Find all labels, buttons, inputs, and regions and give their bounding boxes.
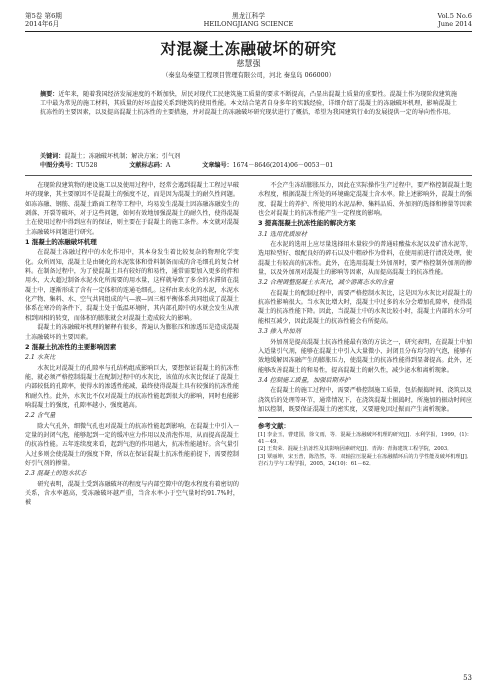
subsection-heading: 2.1 水灰比 bbox=[25, 354, 56, 362]
author-affiliation: （秦皇岛秦望工程项目管理有限公司，河北 秦皇岛 066000） bbox=[162, 72, 335, 79]
header-volume-en bbox=[437, 12, 472, 28]
section-heading: 1 混凝土的冻融破坏机理 bbox=[25, 238, 97, 247]
abstract-text: 近年来，随着我国经济发展速度的不断加快，居民对现代工民建筑施工质量的要求不断提高，凸显出混凝土质量的重要性。混凝土作为现阶段建筑施工中最为常见的施工材料，其质量的好坏直接关系到建筑的使用性能。本文结合笔者自身多年的实践经验，详细介绍了混凝土的冻融破坏机理，影响混凝土抗冻性的主要因素，以及提高混凝土抗冻性的主要措施，并对混凝土的冻融破坏研究现状进行了概括，希望为我国建筑行业的发展提供一定的导向性作用。 bbox=[40, 91, 458, 117]
body-paragraph: 外加剂是提高混凝土抗冻性能最有效的方法之一，研究表明，在混凝土中加入适量引气剂，能够在混凝土中引入大量微小、封闭且分布均匀的气泡，能够有效地缓解因冻融产生的膨胀压力，使混凝土的抗冻性能得到显著提高。此外，还能够改善混凝土的和易性，提高混凝土的耐久性，减少泌水和离析现象。 bbox=[258, 338, 472, 374]
body-paragraph: 混凝土的冻融破坏机理的解释有很多，普遍认为膨胀压和渗透压是造成混凝土冻融破坏的主要因素。 bbox=[25, 324, 239, 341]
left-column bbox=[25, 181, 239, 508]
classification-line bbox=[40, 161, 457, 170]
article-number-label: 文章编号： bbox=[202, 162, 233, 169]
body-paragraph: 在混凝土的施工过程中，需要严格控制施工质量，包括振捣时间、浇筑以及浇筑后的处理等环节，通常情况下，在浇筑混凝土振捣时，所施加的振动时间应加以控制，既要保证混凝土的密实度，又要避免因过振而产生离析现象。 bbox=[258, 387, 472, 413]
body-paragraph: 水灰比对混凝土的孔隙率与孔结构组成影响巨大，要想保证混凝土的抗冻性能，就必须严格控制混凝土在配制过程中的水灰比，该值的水灰比保证了混凝土内部较低的孔隙率，使得水的渗透性能减，最终使得混凝土具有较强的抗冻性能和耐久性。此外，水灰比不仅对混凝土的抗冻性能起到很大的影响，同时也能影响混凝土的强度，孔隙率越小，强度越高。 bbox=[25, 364, 239, 409]
body-paragraph: 在水泥的选用上应尽量选择用水量较少的普通硅酸盐水泥以及矿渣水泥等，选用粒型好、级配良好的碎石以及中粗砂作为骨料，在使用前进行清洗处理，使混凝土有较高的抗冻性。此外，在选用混凝土外加剂时，要严格控制外加剂的掺量，以及外加剂对混凝土的影响等因素，从而提高混凝土的抗冻性能。 bbox=[258, 241, 472, 277]
subsection-heading: 3.1 选用优质原材 bbox=[258, 230, 307, 238]
cls-value: TU528 bbox=[76, 162, 98, 169]
abstract bbox=[40, 90, 457, 117]
header-journal-cn: 黑龙江科学 bbox=[232, 12, 265, 20]
body-paragraph: 除大气孔外，细微气孔也对混凝土的抗冻性能起到影响，在混凝土中引入一定量的封闭气泡，能够起到一定的缓冲应力作用以及消泡作用，从而提高混凝土的抗冻性能。五年连续度来看，起到气泡的作用越大，抗冻性能越好。含气量引入过多则会使混凝土的强度下降，所以在保证混凝土抗冻性能前提下，需要控制好引气剂的掺量。 bbox=[25, 422, 239, 467]
subsection-heading: 3.4 控制施工质量，加强后期养护 bbox=[258, 376, 351, 384]
body-paragraph: 在现阶段建筑物的建设施工以及使用过程中，经常会遇到混凝土工程过早破坏的现象，其主要原因不是混凝土的强度不足，而是因为混凝土的耐久性问题。如冻冻融、钢筋、混凝土路面工程等工程中，均易发生混凝土因冻融冻融发生的剥落、开裂等破坏，对于这些问题，如何有效地加强混凝土的耐久性，使得混凝土在使用过程中得到应有的保证，则主要在于混凝土的施工条件。本文就对混凝土冻融破坏问题进行研究。 bbox=[25, 182, 239, 236]
article-title: 对混凝土冻融破坏的研究 bbox=[160, 40, 337, 58]
header-volume: 第5卷 第6期 bbox=[25, 12, 62, 20]
cls-label: 中图分类号： bbox=[40, 162, 77, 169]
article-number-value: 1674－8646(2014)06－0053－01 bbox=[232, 162, 334, 169]
header-date-en: June 2014 bbox=[438, 20, 472, 28]
subsection-heading: 2.2 含气量 bbox=[25, 412, 56, 420]
author-name: 慈慧强 bbox=[236, 59, 261, 68]
keywords-text: 混凝土；冻融破坏机制；解决方案；引气剂 bbox=[64, 153, 181, 160]
abstract-label: 摘要： bbox=[40, 91, 59, 98]
body-paragraph: 在混凝土的配制过程中，需要严格控制水灰比，这是因为水灰比对混凝土的抗冻性影响很大。当水灰比增大时，混凝土中过多的水分会增加孔隙率，使得混凝土的抗冻性能下降。因此，当混凝土中的水灰比较小时，混凝土内部的水分可能相互减少，因此混凝土的抗冻性能会有所提高。 bbox=[258, 289, 472, 325]
subsection-heading: 3.2 合理调整混凝土水灰比，减少游离态水的含量 bbox=[258, 279, 394, 287]
header-vol-en: Vol.5 No.6 bbox=[437, 12, 472, 20]
header-rule bbox=[25, 31, 472, 32]
body-paragraph: 研究表明，混凝土受到冻融破坏的程度与内部空隙中的饱水程度有着密切的关系，含水率越高，受冻融破坏越严重，当含水率小于空气量时约91.7%时，被 bbox=[25, 480, 239, 507]
keywords-label: 关键词： bbox=[40, 153, 65, 160]
page-number: 53 bbox=[463, 674, 472, 682]
header-journal-en: HEILONGJIANG SCIENCE bbox=[203, 20, 294, 28]
doc-code-value: A bbox=[165, 162, 171, 169]
running-header bbox=[25, 12, 472, 38]
header-date: 2014年6月 bbox=[25, 20, 60, 28]
subsection-heading: 3.3 掺入外加剂 bbox=[258, 328, 301, 336]
reference-item: [3] 覃丽坤，宋玉普，陈浩然，等．双轴拉压混凝土在冻融循环后的力学性能及破坏机理[J]．岩石力学与工程学报，2005，24(10)：61－62． bbox=[258, 453, 472, 468]
abstract-separator bbox=[25, 175, 472, 176]
keywords bbox=[40, 152, 457, 161]
section-heading: 3 提高混凝土抗冻性能的解决方案 bbox=[258, 219, 356, 228]
references-rule bbox=[258, 417, 472, 418]
doc-code-label: 文献标志码： bbox=[129, 162, 166, 169]
body-paragraph: 不会产生冻结膨胀压力，因此在实际操作生产过程中，要严格控制混凝土饱水程度，根据混凝土所处的环境确定混凝土含水率。除上述影响外，混凝土的强度、混凝土的养护、所使用的水泥品种、集料品质、外加剂的选择和掺量等因素也会对混凝土的抗冻性能产生一定程度的影响。 bbox=[258, 182, 472, 218]
reference-item: [1] 李金玉，曹建国，徐文雨，等．混凝土冻融破坏机理的研究[J]．水利学报，1999，(1)：41－49． bbox=[258, 431, 472, 445]
right-column bbox=[258, 181, 472, 469]
header-journal-name bbox=[25, 12, 472, 28]
references-heading: 参考文献： bbox=[258, 422, 290, 431]
body-paragraph: 在混凝土冻融过程中的水化作用中，其本身发生着比较复杂的物理化学变化。众所周知，混凝土是由硬化的水泥浆体和骨料制备而成的含毛细孔的复合材料。在制备过程中，为了使混凝土具有较好的和易性，通常需要加入更多的拌和用水，大大超过制备水泥水化所需要的用水量，这样就导致了多余的水滞留在混凝土中，逐渐形成了含有一定体积的连通毛细孔。这样由来水化的水泥，水泥水化产物、集料、水、空气共同组成的气—液—固三相平衡体系共同组成了混凝土体系在寒冷的条件下，混凝土处于低温环境时，其内部孔隙中的水就会发生从液相到固相的转变，而体积的膨胀就会对混凝土造成较大的影响。 bbox=[25, 249, 239, 322]
article-meta bbox=[40, 152, 457, 170]
subsection-heading: 2.3 混凝土的饱水状态 bbox=[25, 470, 87, 478]
section-heading: 2 混凝土抗冻性的主要影响因素 bbox=[25, 342, 117, 351]
reference-item: [2] 王贵荣．混凝土抗冻性及其影响因素研究[J]．青海：青海建筑工程学院，2003． bbox=[258, 446, 453, 453]
